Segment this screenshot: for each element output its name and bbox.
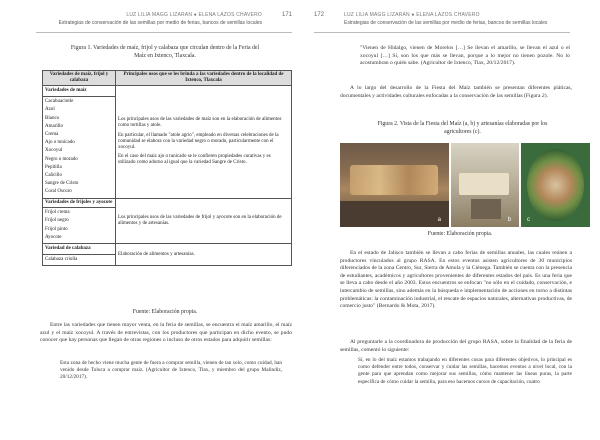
table-header-row bbox=[43, 71, 292, 86]
figure-source: Fuente: Elaboración propia. bbox=[427, 231, 493, 237]
right-header-authors: LUZ LILIA MAGG LIZARAN ● ELENA LAZOS CHAVERO bbox=[344, 12, 480, 18]
varieties-table bbox=[42, 70, 292, 266]
right-paragraph-3: Al preguntarle a la coordinadora de producción del grupo RASA, sobre la finalidad de la feria de semillas, comentó lo siguiente: bbox=[340, 339, 572, 353]
variety-item: Azul bbox=[45, 107, 55, 113]
right-paragraph-2: En el estado de Jalisco también se llevan a cabo ferias de semillas anuales, las cuales reúnen a productores vinculados al grupo RASA. En estos eventos asisten agricultores de 30 municipios diferenciados de la zona Centro, Sur, Sierra de Amula y la Ciénega. También se cuenta con la presencia de estudiantes, académicos y agricultores provenientes de diferentes estados del país. Es una feria que se lleva a cabo desde el año 2003. Estos encuentros se enfocan "no sólo en el cuidado, conservación, e intercambio de semillas, sino además en la búsqueda e implementación de acciones en torno a distintas problemáticas: la contaminación industrial, el rescate de espacios naturales, alternativas productivas, de comercio justo" (Bernardo & Mota, 2017). bbox=[340, 250, 572, 310]
frijol-varieties-cell bbox=[43, 208, 116, 244]
frijol-uses-cell bbox=[116, 198, 292, 243]
right-quote-top: "Vienen de Hidalgo, vienen de Morelos […] Se llevan el amarillo, se llevan el azul o el xocoyul […] Sí, son los que más se llevan, porque a lo mejor no tienen pozole. No lo acostumbran o quién sabe. (Agricultor de Ixtenco, Tlax, 20/12/2017). bbox=[360, 45, 570, 67]
maiz-use: En particular, el llamado "atole agrio", empleado en diversas celebraciones de la comunidad se elabora con la variedad negro o morado, particularmente con el xocoyul. bbox=[118, 132, 279, 150]
calabaza-heading: Variedad de calabaza bbox=[43, 243, 116, 254]
right-paragraph-1: A lo largo del desarrollo de la Fiesta del Maíz también se presentan diferentes pláticas, documentales y actividades culturales enfocadas a la conservación de las semillas (Figura 2). bbox=[340, 85, 572, 99]
right-page bbox=[300, 0, 600, 440]
calabaza-use: Elaboración de alimentos y artesanías. bbox=[118, 251, 195, 257]
variety-item: Calabaza criolla bbox=[45, 257, 78, 263]
left-header-rule bbox=[36, 32, 292, 33]
figure-2-photos bbox=[340, 143, 590, 227]
right-running-header bbox=[314, 12, 570, 26]
right-header-title: Estrategias de conservación de las semillas por medio de ferias, bancos de semillas locales bbox=[344, 20, 548, 26]
photo-fiesta-b bbox=[451, 143, 519, 227]
variety-item: Pepitilla bbox=[45, 164, 62, 170]
photo-label-c: c bbox=[527, 217, 530, 223]
variety-item: Ajo o tunicado bbox=[45, 140, 75, 146]
maiz-use: Los principales usos de las variedades de maíz son en la elaboración de alimentos como tortillas y atole. bbox=[118, 117, 282, 129]
maiz-heading: Variedades de maíz bbox=[43, 86, 116, 97]
right-header-rule bbox=[314, 32, 570, 33]
maiz-uses-cell bbox=[116, 86, 292, 199]
right-page-number: 172 bbox=[314, 12, 325, 18]
variety-item: Sangre de Cristo bbox=[45, 181, 79, 187]
photo-label-a: a bbox=[437, 217, 441, 223]
photo-a-detail bbox=[350, 165, 438, 195]
table-header-varieties: Variedades de maíz, frijol y calabaza bbox=[43, 71, 116, 86]
variety-item: Xocoyul bbox=[45, 148, 63, 154]
maiz-use: En el caso del maíz ajo o tunicado se le confieren propiedades curativas y es utilizado como adorno al igual que la variedad Sangre de Cristo. bbox=[118, 154, 271, 166]
table-group-calabaza bbox=[43, 243, 292, 254]
photo-fiesta-a bbox=[340, 143, 449, 227]
maiz-varieties-cell bbox=[43, 97, 116, 198]
variety-item: Amarillo bbox=[45, 123, 64, 129]
frijol-use: Los principales usos de las variedades de frijol y ayocote son en la elaboración de alimentos y de artesanías. bbox=[118, 214, 282, 226]
variety-item: Cañcillo bbox=[45, 173, 62, 179]
calabaza-varieties-cell bbox=[43, 255, 116, 266]
photo-a-detail bbox=[340, 201, 449, 227]
figure-caption: Figura 2. Vista de la Fiesta del Maíz (a, b) y artesanías elaboradas por los agricultores (c). bbox=[377, 121, 548, 135]
table-header-uses: Principales usos que se les brinda a las variedades dentro de la localidad de Ixtenco, Tlaxcala bbox=[116, 71, 292, 86]
right-quote-bottom: Sí, en lo del maíz estamos trabajando en diferentes cosas para diferentes objetivos, lo principal es como defender entre todos, conservar y cuidar las semillas, hacemos eventos a nivel local, con la gente para que aprendan como mejorar sus semillas, cómo mantener las líneas puras, la parte específica de cómo cuidar la semilla, para eso hacemos cursos de capacitación, cuatro bbox=[358, 357, 572, 385]
variety-item: Negro o morado bbox=[45, 156, 78, 162]
variety-item: Crema bbox=[45, 132, 59, 138]
photo-artesania-c bbox=[521, 143, 590, 227]
photo-c-detail bbox=[527, 149, 584, 221]
photo-b-detail bbox=[471, 199, 501, 219]
variety-item: Blanco bbox=[45, 115, 60, 121]
left-paragraph-1: Entre las variedades que tienen mayor venta, en la feria de semillas, se encuentra el maíz amarillo, el maíz azul y el maíz xocoyul. A través de entrevistas, con los productores que participan en dicho evento, se pudo conocer que hay personas que llegan de otras regiones o incluso de otros estados para adquirir semillas: bbox=[40, 322, 292, 344]
frijol-heading: Variedades de frijoles y ayocote bbox=[43, 198, 116, 208]
left-quote: Esta zona de hecho viene mucha gente de fuera a comprar semilla, vienen de tan solo, como cuidad, han venido desde Toluca a comprar maíz. (Agricultor de Ixtenco, Tlax, y miembro del grupo Malindiz, 20/12/2017). bbox=[60, 360, 282, 381]
variety-item: Cacahuacintle bbox=[45, 99, 74, 105]
variety-item: Frijol pinto bbox=[45, 226, 68, 232]
left-running-header bbox=[36, 12, 292, 26]
left-page-number: 171 bbox=[281, 12, 292, 18]
table-caption: Figura 1. Variedades de maíz, frijol y calabaza que circulan dentro de la Feria del Maíz en Ixtenco, Tlaxcala. bbox=[70, 45, 260, 59]
table-group-maiz bbox=[43, 86, 292, 97]
table-source: Fuente: Elaboración propia. bbox=[132, 309, 198, 315]
left-header-title: Estrategias de conservación de las semillas por medio de ferias, bancos de semillas locales bbox=[58, 20, 262, 26]
table-group-frijol bbox=[43, 198, 292, 208]
variety-item: Ayocote bbox=[45, 234, 62, 240]
variety-item: Coral Oscuro bbox=[45, 189, 72, 195]
photo-b-detail bbox=[459, 173, 509, 195]
left-header-authors: LUZ LILIA MAGG LIZARAN ● ELENA LAZOS CHAVERO bbox=[126, 12, 262, 18]
variety-item: Frijol crema bbox=[45, 210, 70, 216]
variety-item: Frijol negro bbox=[45, 218, 69, 224]
calabaza-uses-cell bbox=[116, 243, 292, 265]
photo-label-b: b bbox=[507, 217, 511, 223]
